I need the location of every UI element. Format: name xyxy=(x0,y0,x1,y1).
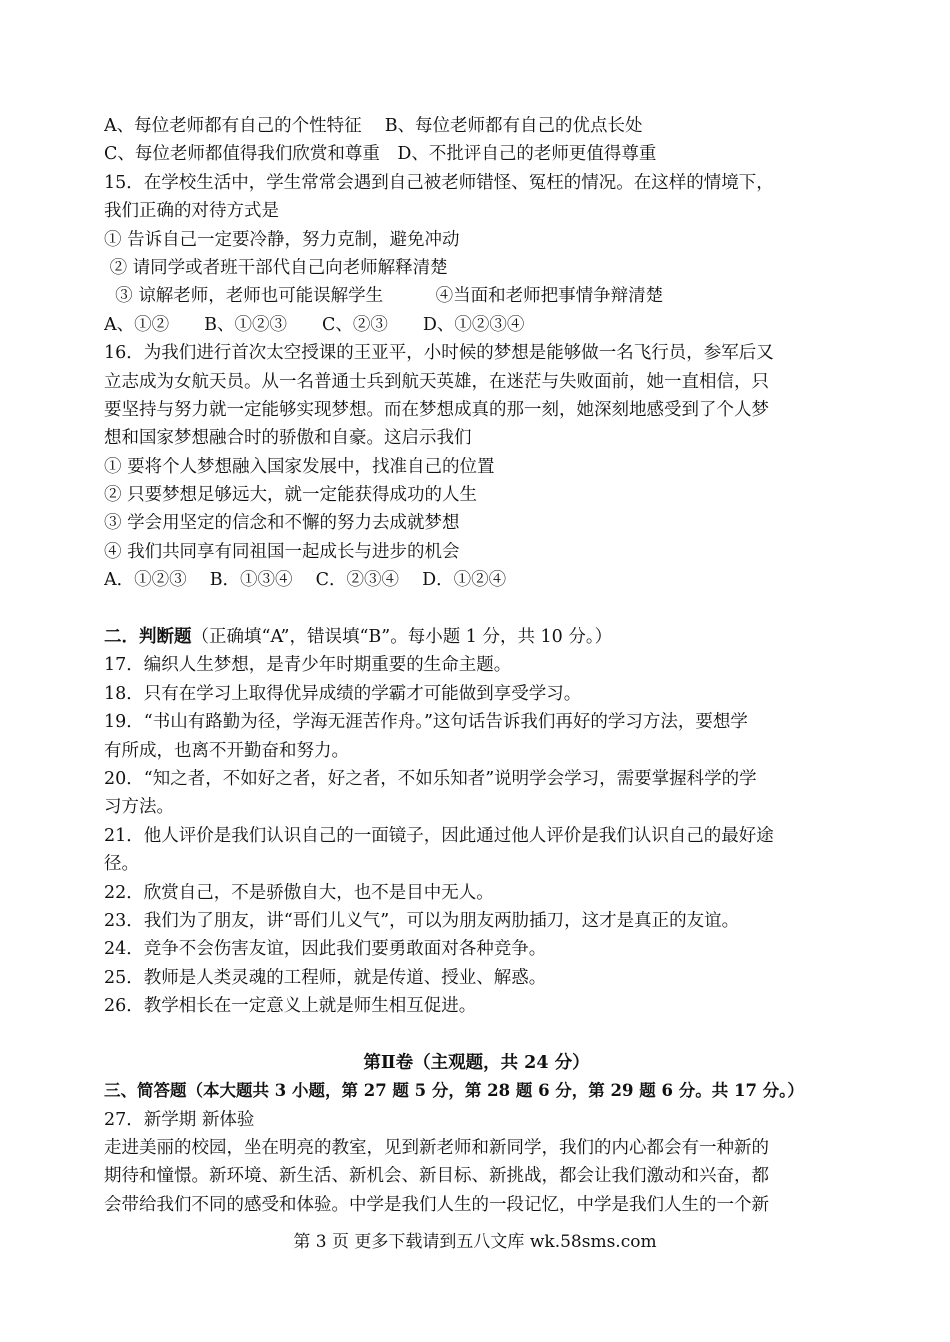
q15-item-2: ② 请同学或者班干部代自己向老师解释清楚 xyxy=(104,257,448,278)
q16-stem-line-1: 16．为我们进行首次太空授课的王亚平，小时候的梦想是能够做一名飞行员，参军后又 xyxy=(104,343,774,364)
section-2-title-bold: 二．判断题 xyxy=(104,627,192,648)
section-2-line: 有所成，也离不开勤奋和努力。 xyxy=(104,740,349,761)
section-2-line: 18．只有在学习上取得优异成绩的学霸才可能做到享受学习。 xyxy=(104,683,582,704)
section-2-title xyxy=(104,623,849,651)
q14-options-cd: C、每位老师都值得我们欣赏和尊重 D、不批评自己的老师更值得尊重 xyxy=(104,144,657,165)
q15-stem-line-2: 我们正确的对待方式是 xyxy=(104,201,279,222)
q16-stem-line-4: 想和国家梦想融合时的骄傲和自豪。这启示我们 xyxy=(104,428,472,449)
q16-item-2: ② 只要梦想足够远大，就一定能获得成功的人生 xyxy=(104,485,478,506)
q15-item-3-4: ③ 谅解老师，老师也可能误解学生 ④当面和老师把事情争辩清楚 xyxy=(104,286,664,307)
q16-options: A．①②③ B．①③④ C．②③④ D．①②④ xyxy=(104,570,507,591)
section-2-line: 习方法。 xyxy=(104,797,174,818)
section-2-line: 径。 xyxy=(104,854,139,875)
q16-stem-line-3: 要坚持与努力就一定能够实现梦想。而在梦想成真的那一刻，她深刻地感受到了个人梦 xyxy=(104,399,769,420)
q16-item-1: ① 要将个人梦想融入国家发展中，找准自己的位置 xyxy=(104,456,495,477)
spacer xyxy=(104,595,849,623)
section-2-title-rest: （正确填“A”，错误填“B”。每小题 1 分，共 10 分。） xyxy=(191,627,613,648)
q16-item-4: ④ 我们共同享有同祖国一起成长与进步的机会 xyxy=(104,541,460,562)
q14-options-ab: A、每位老师都有自己的个性特征 B、每位老师都有自己的优点长处 xyxy=(104,116,643,136)
section-2-line: 21．他人评价是我们认识自己的一面镜子，因此通过他人评价是我们认识自己的最好途 xyxy=(104,825,774,846)
document-page xyxy=(104,112,849,1219)
q15-options: A、①② B、①②③ C、②③ D、①②③④ xyxy=(104,314,525,335)
q27-title: 27．新学期 新体验 xyxy=(104,1109,255,1130)
section-2-line: 17．编织人生梦想，是青少年时期重要的生命主题。 xyxy=(104,655,512,676)
q16-stem-line-2: 立志成为女航天员。从一名普通士兵到航天英雄，在迷茫与失败面前，她一直相信，只 xyxy=(104,371,769,392)
part-2-title: 第Ⅱ卷（主观题，共 24 分） xyxy=(363,1052,590,1073)
q15-item-1: ① 告诉自己一定要冷静，努力克制，避免冲动 xyxy=(104,229,460,250)
q16-item-3: ③ 学会用坚定的信念和不懈的努力去成就梦想 xyxy=(104,513,460,534)
section-2-line: 22．欣赏自己，不是骄傲自大，也不是目中无人。 xyxy=(104,882,494,903)
q27-text-line: 期待和憧憬。新环境、新生活、新机会、新目标、新挑战，都会让我们激动和兴奋，都 xyxy=(104,1166,769,1187)
page-footer: 第 3 页 更多下载请到五八文库 wk.58sms.com xyxy=(293,1232,657,1252)
section-2-line: 24．竞争不会伤害友谊，因此我们要勇敢面对各种竞争。 xyxy=(104,939,547,960)
section-2-line: 26．教学相长在一定意义上就是师生相互促进。 xyxy=(104,996,477,1017)
q27-text-line: 会带给我们不同的感受和体验。中学是我们人生的一段记忆，中学是我们人生的一个新 xyxy=(104,1194,769,1215)
q15-stem-line-1: 15．在学校生活中，学生常常会遇到自己被老师错怪、冤枉的情况。在这样的情境下， xyxy=(104,172,774,193)
section-2-line: 23．我们为了朋友，讲“哥们儿义气”，可以为朋友两肋插刀，这才是真正的友谊。 xyxy=(104,910,740,931)
q27-text-line: 走进美丽的校园，坐在明亮的教室，见到新老师和新同学，我们的内心都会有一种新的 xyxy=(104,1138,769,1159)
section-2-line: 25．教师是人类灵魂的工程师，就是传道、授业、解惑。 xyxy=(104,967,547,988)
spacer xyxy=(104,1021,849,1049)
section-2-line: 20．“知之者，不如好之者，好之者，不如乐知者”说明学会学习，需要掌握科学的学 xyxy=(104,768,757,789)
section-3-title: 三、简答题（本大题共 3 小题，第 27 题 5 分，第 28 题 6 分，第 29 题 6 分。共 17 分。） xyxy=(104,1081,804,1101)
section-2-line: 19．“书山有路勤为径，学海无涯苦作舟。”这句话告诉我们再好的学习方法，要想学 xyxy=(104,712,748,733)
